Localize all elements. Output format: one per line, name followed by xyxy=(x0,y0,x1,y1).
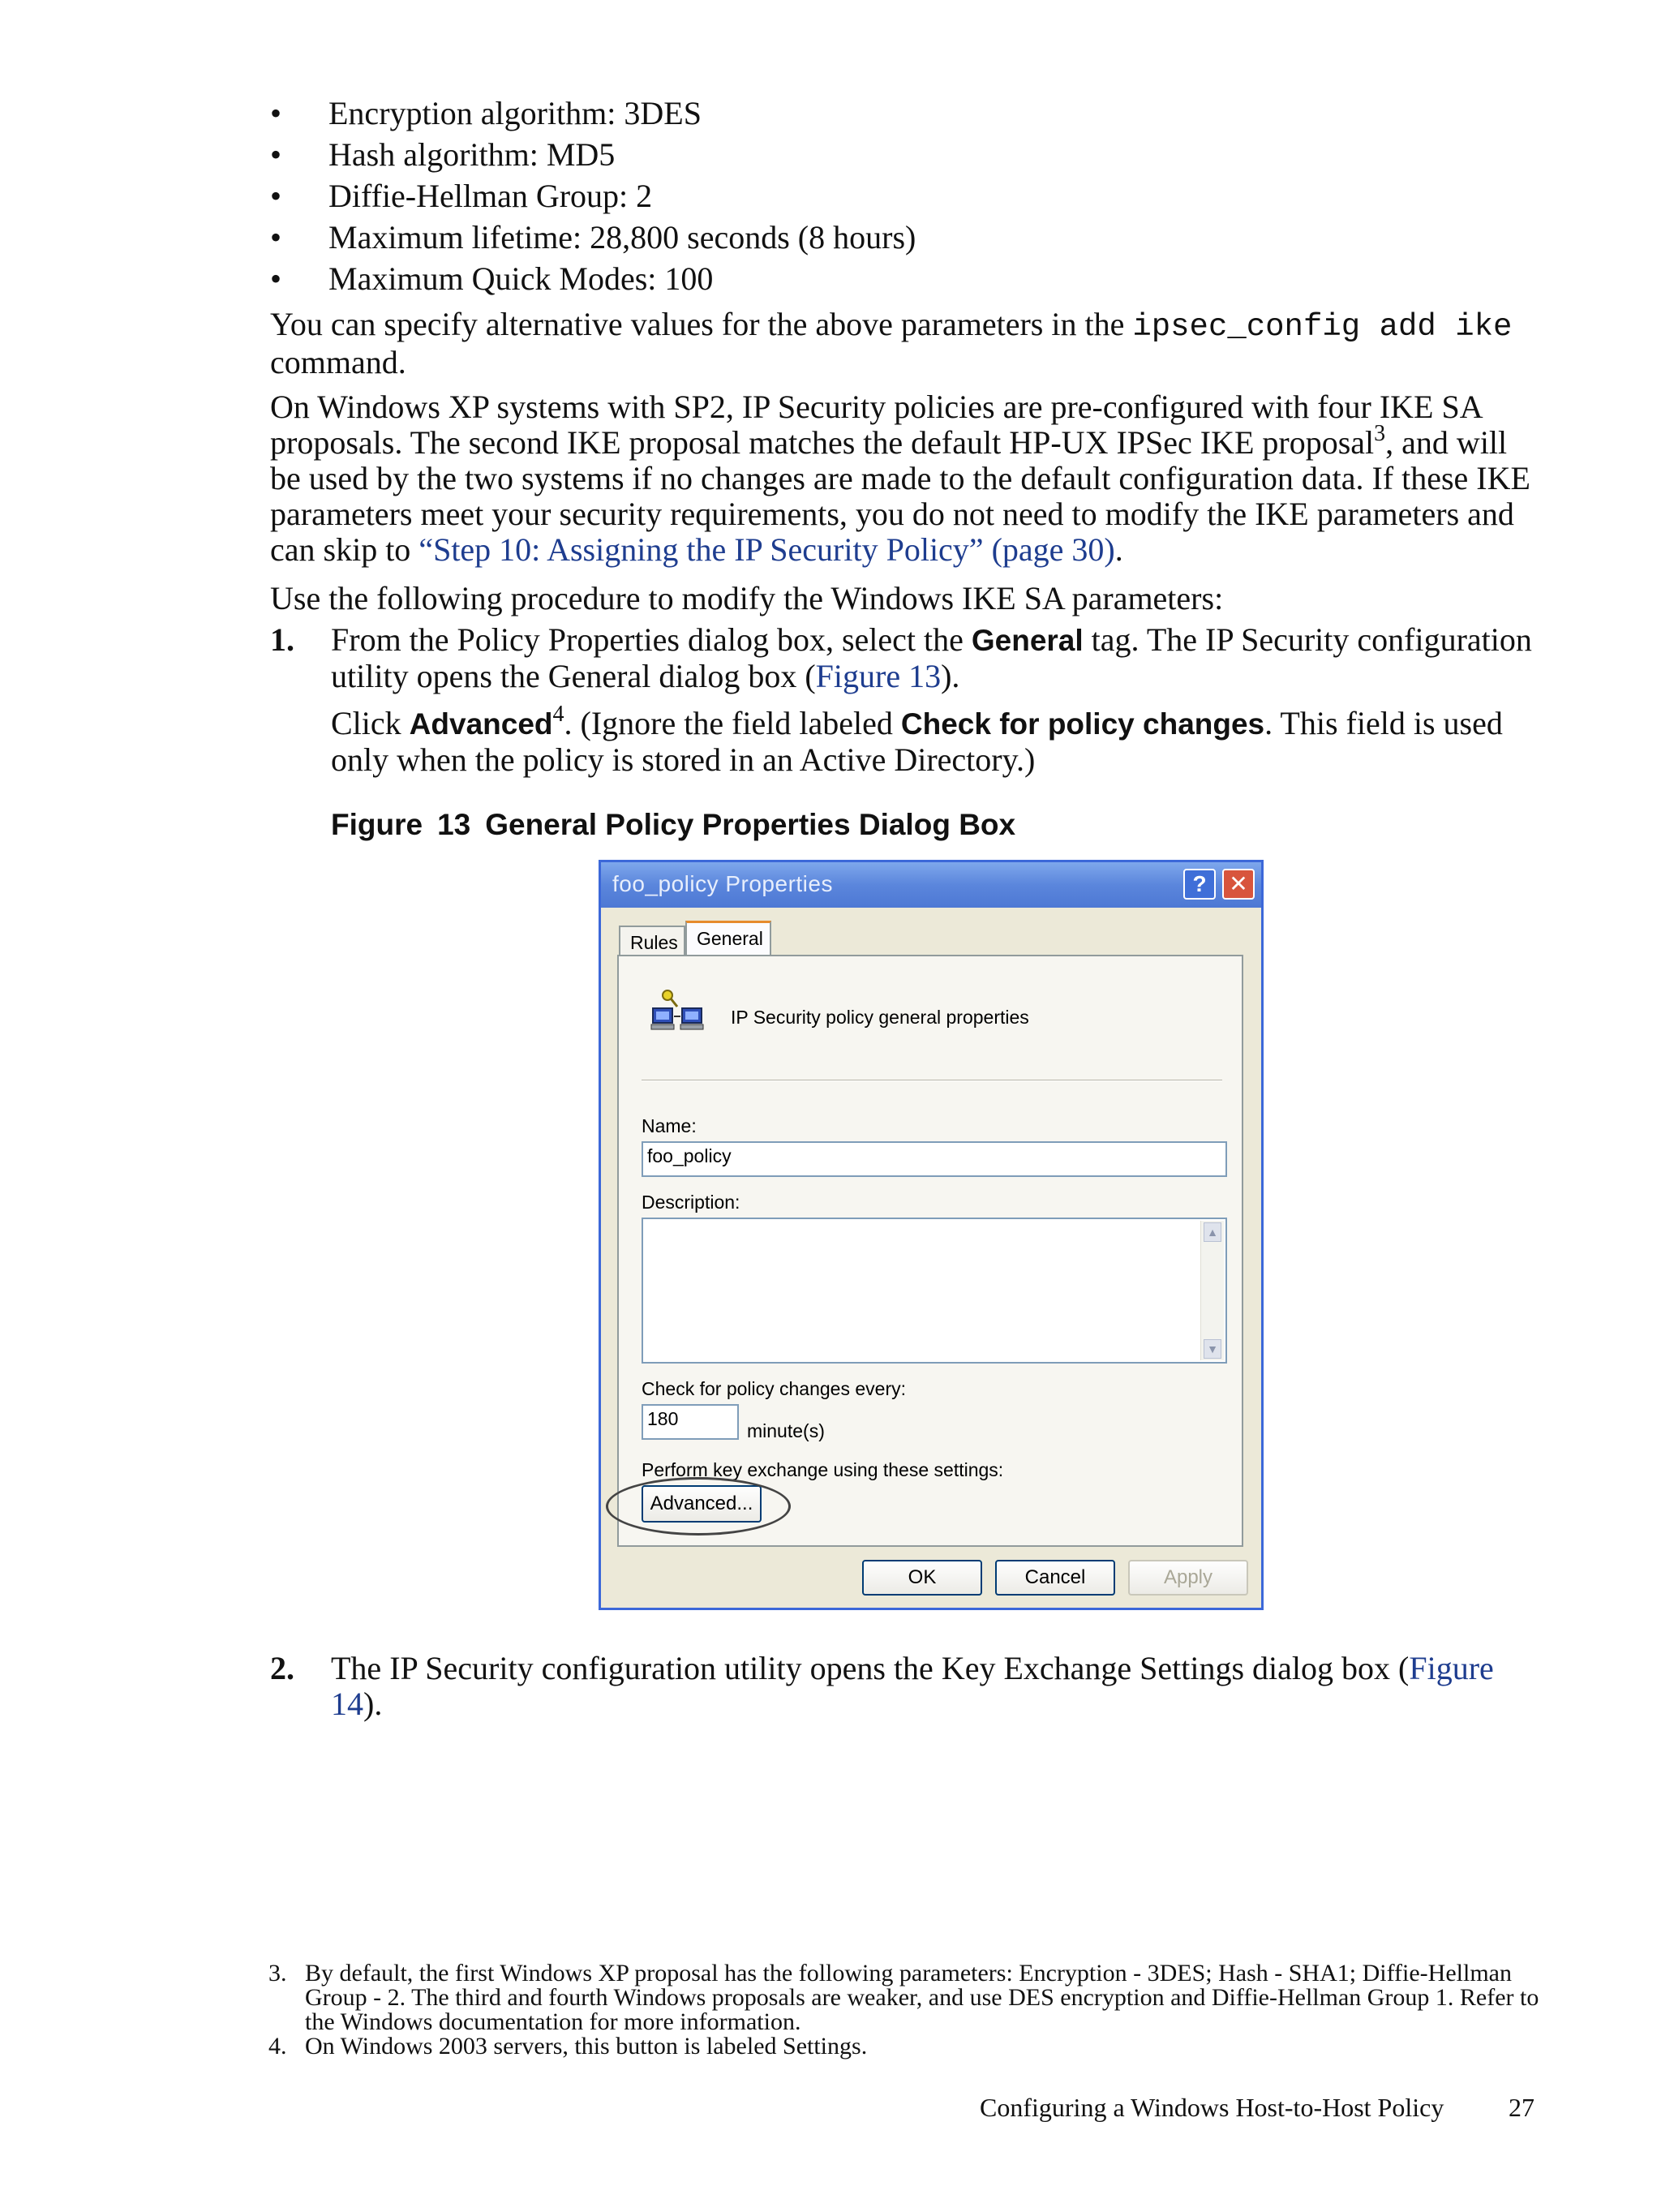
step-2: 2. The IP Security configuration utility opens the Key Exchange Settings dialog box (Figure 14). xyxy=(270,1650,1494,1722)
highlight-circle xyxy=(606,1477,791,1536)
close-icon[interactable]: ✕ xyxy=(1222,869,1255,900)
tab-general[interactable]: General xyxy=(685,921,771,955)
panel-header-text: IP Security policy general properties xyxy=(731,1007,1029,1028)
key-exchange-label: Perform key exchange using these settings: xyxy=(642,1459,1004,1480)
separator xyxy=(642,1080,1222,1081)
bullet-item: • Maximum lifetime: 28,800 seconds (8 hours) xyxy=(270,219,916,256)
policy-properties-dialog xyxy=(599,860,1264,1610)
step-1: 1. From the Policy Properties dialog box, select the General tag. The IP Security configuration utility opens the General dialog box (Figure 13). Click Advanced$^4$. (Ignore the field labeled Check for policy changes. This field is used only when the policy is stored in an Active Directory.) xyxy=(270,621,1532,778)
dialog-titlebar[interactable] xyxy=(601,862,1261,908)
check-interval-input[interactable]: 180 xyxy=(642,1404,739,1440)
command-code: ipsec_config add ike xyxy=(1132,309,1513,345)
step-number: 2. xyxy=(270,1650,294,1686)
figure-13-link[interactable]: Figure 13 xyxy=(815,658,942,694)
advanced-button[interactable]: Advanced... xyxy=(642,1485,762,1523)
tab-rules[interactable]: Rules xyxy=(619,926,685,956)
check-interval-label: Check for policy changes every: xyxy=(642,1378,906,1399)
bullet-glyph: • xyxy=(270,95,282,131)
ok-button[interactable]: OK xyxy=(862,1560,982,1596)
bullet-glyph: • xyxy=(270,136,282,173)
help-icon[interactable]: ? xyxy=(1183,869,1216,900)
bullet-item: • Maximum Quick Modes: 100 xyxy=(270,260,714,297)
network-policy-icon xyxy=(650,987,706,1037)
procedure-intro: Use the following procedure to modify the Windows IKE SA parameters: xyxy=(270,580,1224,616)
apply-button[interactable]: Apply xyxy=(1128,1560,1248,1596)
step-number: 1. xyxy=(270,621,294,658)
footnote-ref-3[interactable]: 3 xyxy=(1374,421,1386,446)
footnotes xyxy=(268,1961,1550,2059)
general-tab-panel xyxy=(617,955,1243,1547)
description-scrollbar[interactable] xyxy=(1200,1221,1224,1360)
bullet-glyph: • xyxy=(270,178,282,214)
bullet-item: • Encryption algorithm: 3DES xyxy=(270,95,702,131)
bullet-item: • Diffie-Hellman Group: 2 xyxy=(270,178,653,214)
windows-xp-paragraph: On Windows XP systems with SP2, IP Security policies are pre-configured with four IKE SA proposals. The second IKE proposal matches the default HP-UX IPSec IKE proposal$^3$, and will be used by the two systems if no changes are made to the default configuration data. If these IKE parameters meet your security requirements, you do not need to modify the IKE parameters and can skip to “Step 10: Assigning the IP Security Policy” (page 30). xyxy=(270,389,1530,568)
description-textarea[interactable] xyxy=(642,1218,1227,1364)
footer-section-title: Configuring a Windows Host-to-Host Policy xyxy=(980,2093,1444,2122)
footnote-ref-4[interactable]: 4 xyxy=(552,702,564,727)
footnote-3: 3. By default, the first Windows XP proposal has the following parameters: Encryption - 3DES; Hash - SHA1; Diffie-Hellman Group - 2. The third and fourth Windows proposals are weaker, and use DES encryption and Diffie-Hellman Group 1. Refer to the Windows documentation for more information. xyxy=(268,1960,1539,2035)
default-ike-parameters-list xyxy=(270,96,1535,303)
scroll-up-icon[interactable]: ▲ xyxy=(1204,1222,1221,1242)
bullet-glyph: • xyxy=(270,260,282,297)
bullet-item: • Hash algorithm: MD5 xyxy=(270,136,616,173)
alternative-values-paragraph: You can specify alternative values for the above parameters in the ipsec_config add ike command. xyxy=(270,306,1513,380)
scroll-down-icon[interactable]: ▼ xyxy=(1204,1339,1221,1359)
figure-caption: Figure 13 General Policy Properties Dialog Box xyxy=(331,808,1016,841)
step-10-link[interactable]: “Step 10: Assigning the IP Security Policy” (page 30) xyxy=(418,531,1115,568)
figure-14-link[interactable]: Figure 14 xyxy=(331,1650,1494,1722)
description-label: Description: xyxy=(642,1192,740,1213)
bullet-glyph: • xyxy=(270,219,282,256)
minutes-label: minute(s) xyxy=(747,1420,825,1441)
page-number: 27 xyxy=(1509,2093,1534,2122)
footnote-4: 4. On Windows 2003 servers, this button is labeled Settings. xyxy=(268,2033,868,2060)
dialog-title: foo_policy Properties xyxy=(612,871,833,896)
name-input[interactable]: foo_policy xyxy=(642,1141,1227,1177)
name-label: Name: xyxy=(642,1115,697,1136)
cancel-button[interactable]: Cancel xyxy=(995,1560,1115,1596)
